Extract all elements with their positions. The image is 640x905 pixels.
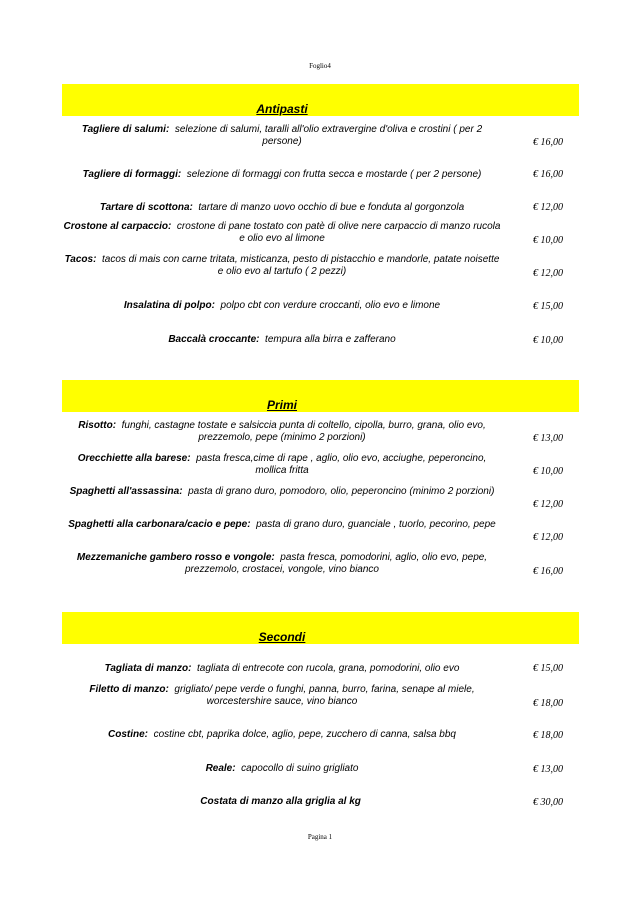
item-name: Baccalà croccante:: [168, 334, 260, 345]
item-price: € 12,00: [533, 499, 563, 510]
item-price: € 30,00: [533, 797, 563, 808]
section-primi: [62, 380, 579, 577]
item-price: € 10,00: [533, 466, 563, 477]
item-name: Orecchiette alla barese:: [77, 453, 191, 464]
item-description: tartare di manzo uovo occhio di bue e fonduta al gorgonzola: [198, 202, 465, 213]
item-name: Costata di manzo alla griglia al kg: [200, 796, 361, 807]
item-price: € 10,00: [533, 235, 563, 246]
item-price: € 13,00: [533, 433, 563, 444]
section-header-band: [62, 380, 579, 412]
item-price: € 18,00: [533, 730, 563, 741]
item-name: Tagliere di formaggi:: [82, 169, 182, 180]
item-price: € 18,00: [533, 698, 563, 709]
item-price: € 16,00: [533, 137, 563, 148]
item-description: selezione di salumi, taralli all'olio extravergine d'oliva e crostini ( per 2 persone): [174, 124, 483, 147]
sheet-header: Foglio4: [309, 62, 331, 70]
item-name: Tartare di scottona:: [99, 202, 193, 213]
item-name: Tagliere di salumi:: [81, 124, 170, 135]
item-price: € 12,00: [533, 268, 563, 279]
item-text: [62, 420, 502, 444]
item-price: € 16,00: [533, 169, 563, 180]
item-text: [62, 453, 502, 477]
item-description: pasta di grano duro, guanciale , tuorlo, pecorino, pepe: [256, 519, 496, 530]
item-description: tempura alla birra e zafferano: [265, 334, 396, 345]
item-price: € 12,00: [533, 532, 563, 543]
item-price: € 10,00: [533, 335, 563, 346]
item-price: € 16,00: [533, 566, 563, 577]
item-text: [62, 684, 502, 708]
item-text: [62, 300, 502, 312]
item-price: € 13,00: [533, 764, 563, 775]
item-description: tacos di mais con carne tritata, misticanza, pesto di pistacchio e mandorle, patate noisette e olio evo al tartufo ( 2 pezzi): [102, 254, 500, 277]
item-text: [62, 202, 502, 214]
item-name: Filetto di manzo:: [89, 684, 169, 695]
item-price: € 12,00: [533, 202, 563, 213]
item-name: Tacos:: [64, 254, 97, 265]
item-text: [62, 334, 502, 346]
item-text: [62, 486, 502, 498]
page-footer: Pagina 1: [307, 833, 333, 841]
item-text: [62, 729, 502, 741]
item-name: Tagliata di manzo:: [104, 663, 192, 674]
section-antipasti: [62, 84, 579, 346]
item-description: selezione di formaggi con frutta secca e mostarde ( per 2 persone): [186, 169, 482, 180]
item-description: polpo cbt con verdure croccanti, olio evo e limone: [220, 300, 441, 311]
item-description: grigliato/ pepe verde o funghi, panna, burro, farina, senape al miele, worcestershire sauce, vino bianco: [174, 684, 475, 707]
item-text: [62, 552, 502, 576]
item-text: [62, 169, 502, 181]
item-price: € 15,00: [533, 663, 563, 674]
section-title: Primi: [266, 398, 297, 412]
item-description: crostone di pane tostato con patè di olive nere carpaccio di manzo rucola e olio evo al limone: [176, 221, 501, 244]
item-name: Reale:: [205, 763, 236, 774]
item-name: Mezzemaniche gambero rosso e vongole:: [76, 552, 275, 563]
item-text: [62, 663, 502, 675]
item-text: [62, 763, 502, 775]
section-header-band: [62, 84, 579, 116]
item-price: € 15,00: [533, 301, 563, 312]
item-name: Crostone al carpaccio:: [63, 221, 172, 232]
item-name: Risotto:: [78, 420, 117, 431]
item-text: [62, 124, 502, 148]
item-text: [62, 519, 502, 531]
item-name: Insalatina di polpo:: [123, 300, 215, 311]
item-text: [62, 221, 502, 245]
item-description: capocollo di suino grigliato: [241, 763, 359, 774]
item-description: pasta fresca, pomodorini, aglio, olio evo, pepe, prezzemolo, crostacei, vongole, vino bianco: [185, 552, 488, 575]
item-description: funghi, castagne tostate e salsiccia punta di coltello, cipolla, burro, grana, olio evo, prezzemolo, pepe (minimo 2 porzioni): [121, 420, 486, 443]
item-description: pasta fresca,cime di rape , aglio, olio evo, acciughe, peperoncino, mollica fritta: [196, 453, 487, 476]
item-name: Costine:: [108, 729, 148, 740]
item-text: [62, 796, 502, 808]
section-header-band: [62, 612, 579, 644]
item-description: pasta di grano duro, pomodoro, olio, peperoncino (minimo 2 porzioni): [188, 486, 495, 497]
item-description: costine cbt, paprika dolce, aglio, pepe, zucchero di canna, salsa bbq: [153, 729, 456, 740]
item-description: tagliata di entrecote con rucola, grana, pomodorini, olio evo: [197, 663, 460, 674]
section-title: Antipasti: [256, 102, 308, 116]
section-secondi: [62, 612, 579, 808]
item-name: Spaghetti alla carbonara/cacio e pepe:: [68, 519, 251, 530]
item-text: [62, 254, 502, 278]
section-title: Secondi: [258, 630, 306, 644]
item-name: Spaghetti all'assassina:: [69, 486, 183, 497]
